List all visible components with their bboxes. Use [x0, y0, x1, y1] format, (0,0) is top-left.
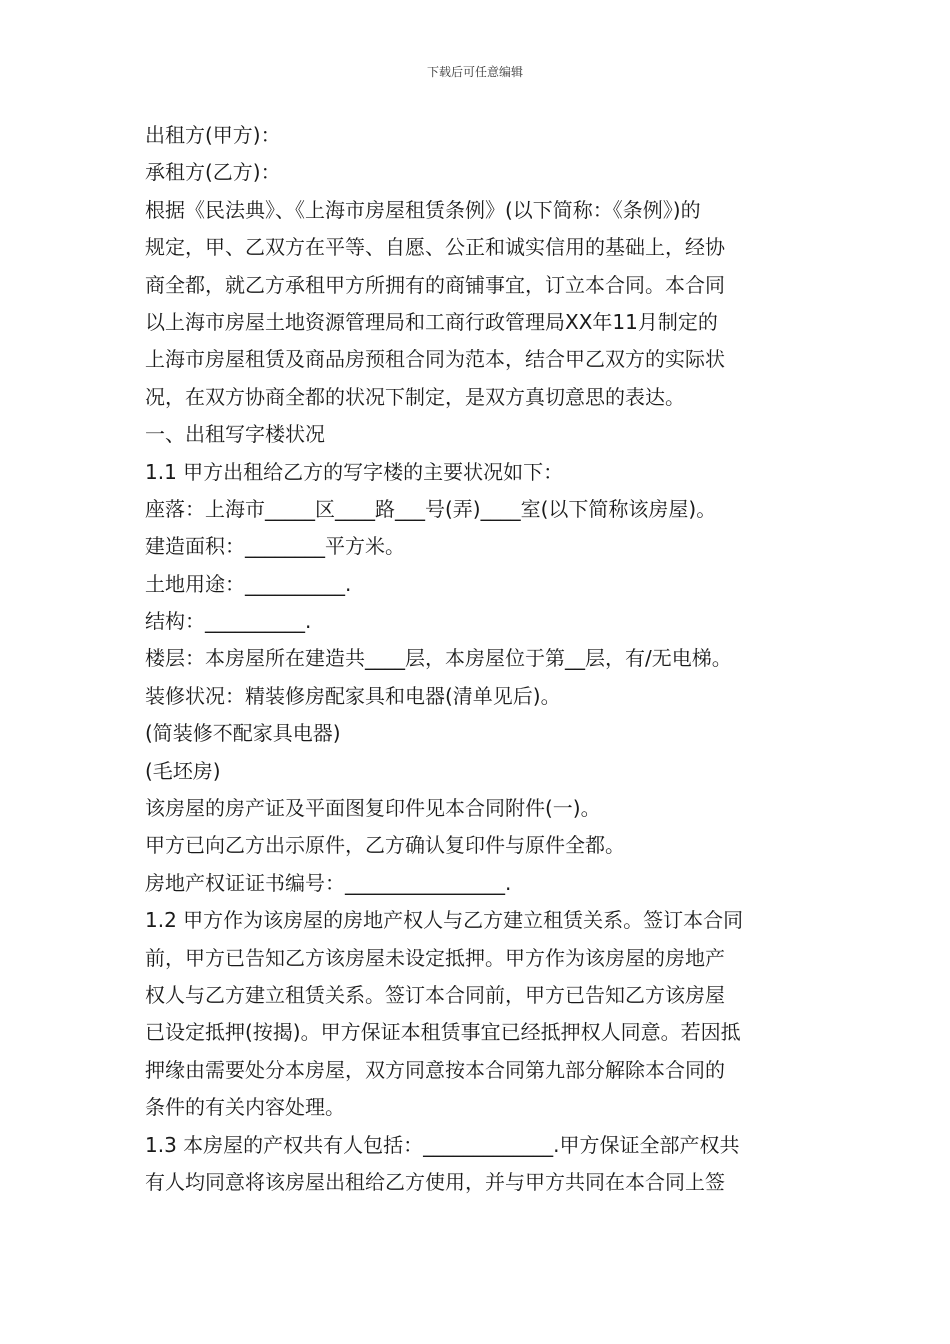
section-heading: 一、出租写字楼状况 [145, 422, 325, 447]
text-line: 规定，甲、乙双方在平等、自愿、公正和诚实信用的基础上，经协 [145, 235, 725, 260]
text-line: 已设定抵押(按揭)。甲方保证本租赁事宜已经抵押权人同意。若因抵 [145, 1020, 741, 1045]
text-line: 结构：__________. [145, 609, 312, 634]
text-line: 1.3 本房屋的产权共有人包括：_____________.甲方保证全部产权共 [145, 1132, 740, 1157]
text-line: 1.2 甲方作为该房屋的房地产权人与乙方建立租赁关系。签订本合同 [145, 908, 744, 933]
text-line: 房地产权证证书编号：________________. [145, 870, 512, 895]
text-line: 根据《民法典》、《上海市房屋租赁条例》(以下简称：《条例》)的 [145, 197, 701, 222]
text-line: 土地用途：__________. [145, 571, 352, 596]
text-line: 前，甲方已告知乙方该房屋未设定抵押。甲方作为该房屋的房地产 [145, 945, 725, 970]
text-line: 1.1 甲方出租给乙方的写字楼的主要状况如下： [145, 459, 564, 484]
text-line: 装修状况：精装修房配家具和电器(清单见后)。 [145, 683, 561, 708]
text-line: 该房屋的房产证及平面图复印件见本合同附件(一)。 [145, 796, 601, 821]
contract-body [145, 117, 810, 1201]
text-line: 权人与乙方建立租赁关系。签订本合同前，甲方已告知乙方该房屋 [145, 982, 725, 1007]
text-line: 甲方已向乙方出示原件，乙方确认复印件与原件全都。 [145, 833, 625, 858]
text-line: 押缘由需要处分本房屋，双方同意按本合同第九部分解除本合同的 [145, 1057, 725, 1082]
text-line: 以上海市房屋土地资源管理局和工商行政管理局XX年11月制定的 [145, 309, 718, 334]
text-line: (简装修不配家具电器) [145, 721, 341, 746]
text-line: 建造面积：________平方米。 [145, 534, 405, 559]
page-header-note: 下载后可任意编辑 [426, 65, 523, 79]
text-line: 上海市房屋租赁及商品房预租合同为范本，结合甲乙双方的实际状 [145, 347, 725, 372]
text-line: 况，在双方协商全都的状况下制定，是双方真切意思的表达。 [145, 384, 685, 409]
text-line: 条件的有关内容处理。 [145, 1095, 345, 1120]
text-line: 楼层：本房屋所在建造共____层，本房屋位于第__层，有/无电梯。 [145, 646, 732, 671]
text-line: 出租方(甲方)： [145, 123, 281, 147]
text-line: 商全都，就乙方承租甲方所拥有的商铺事宜，订立本合同。本合同 [145, 272, 725, 297]
text-line: 座落：上海市_____区____路___号(弄)____室(以下简称该房屋)。 [145, 496, 717, 521]
text-line: 有人均同意将该房屋出租给乙方使用，并与甲方共同在本合同上签 [145, 1169, 725, 1194]
text-line: 承租方(乙方)： [145, 160, 281, 185]
text-line: (毛坯房) [145, 758, 221, 783]
